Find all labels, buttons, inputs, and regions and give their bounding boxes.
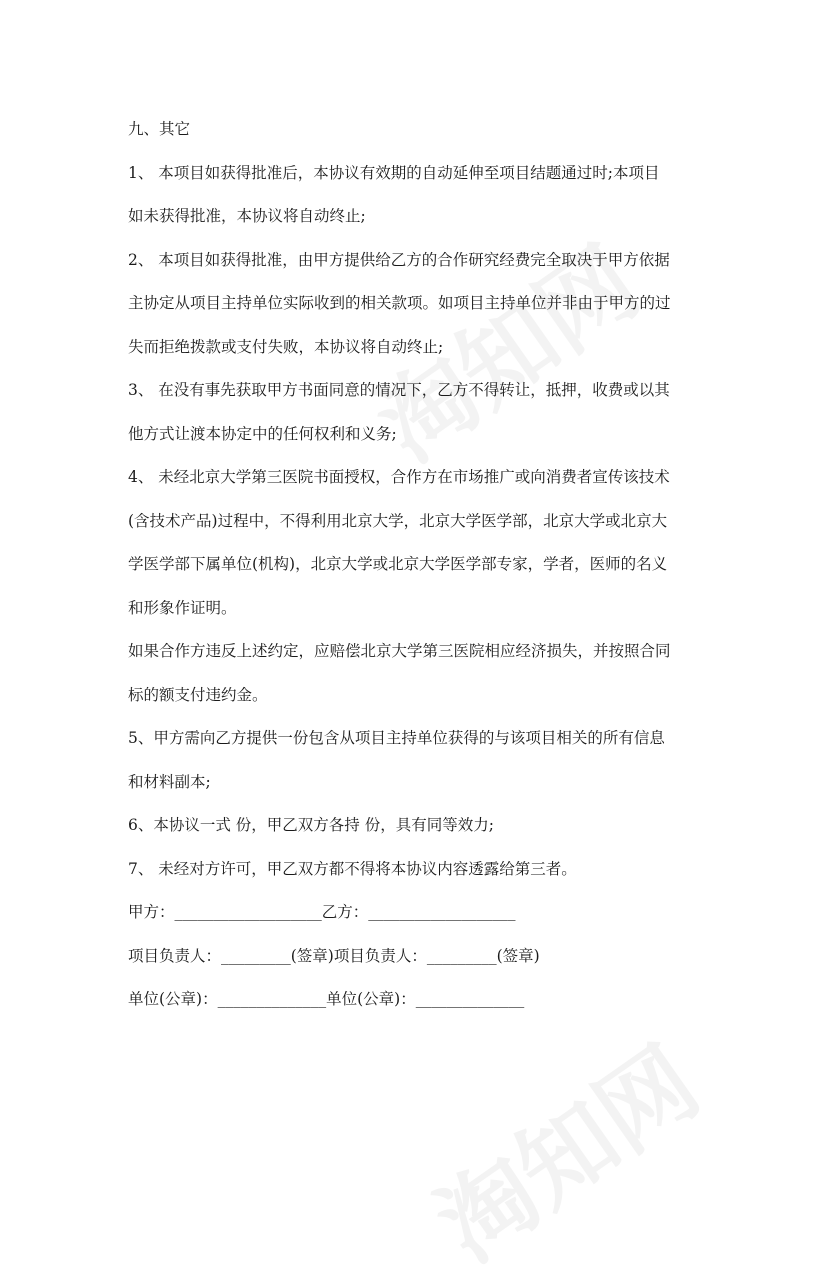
watermark (407, 1010, 721, 1287)
clause-2-line-2: 主协定从项目主持单位实际收到的相关款项。如项目主持单位并非由于甲方的过 (128, 294, 671, 312)
clause-4-line-4: 和形象作证明。 (128, 598, 237, 617)
section-heading: 九、其它 (128, 120, 191, 138)
clause-6: 6、本协议一式 份，甲乙双方各持 份，具有同等效力; (128, 816, 494, 834)
clause-3-line-2: 他方式让渡本协定中的任何权利和义务; (128, 424, 397, 443)
clause-3-line-1: 3、 在没有事先获取甲方书面同意的情况下，乙方不得转让，抵押，收费或以其 (128, 381, 670, 399)
clause-7: 7、 未经对方许可，甲乙双方都不得将本协议内容透露给第三者。 (128, 859, 577, 878)
clause-5-line-2: 和材料副本; (128, 772, 211, 791)
clause-1-line-1: 1、 本项目如获得批准后，本协议有效期的自动延伸至项目结题通过时;本项目 (128, 163, 660, 182)
penalty-line-1: 如果合作方违反上述约定，应赔偿北京大学第三医院相应经济损失，并按照合同 (128, 642, 671, 660)
clause-1-line-2: 如未获得批准，本协议将自动终止; (128, 207, 366, 225)
signature-party-line: 甲方：___________________乙方：___________________ (128, 903, 516, 921)
signature-unit-line: 单位(公章)：______________单位(公章)：______________ (128, 990, 525, 1008)
clause-4-line-2: (含技术产品)过程中，不得利用北京大学，北京大学医学部，北京大学或北京大 (128, 511, 668, 530)
clause-4-line-1: 4、 未经北京大学第三医院书面授权，合作方在市场推广或向消费者宣传该技术 (128, 468, 670, 486)
signature-leader-line: 项目负责人：_________(签章)项目负责人：_________(签章) (128, 946, 540, 965)
clause-5-line-1: 5、甲方需向乙方提供一份包含从项目主持单位获得的与该项目相关的所有信息 (128, 729, 665, 747)
document-body (128, 108, 706, 1022)
penalty-line-2: 标的额支付违约金。 (128, 685, 268, 704)
clause-4-line-3: 学医学部下属单位(机构)，北京大学或北京大学医学部专家，学者，医师的名义 (128, 555, 668, 573)
clause-2-line-3: 失而拒绝拨款或支付失败，本协议将自动终止; (128, 337, 444, 356)
clause-2-line-1: 2、 本项目如获得批准，由甲方提供给乙方的合作研究经费完全取决于甲方依据 (128, 250, 670, 269)
